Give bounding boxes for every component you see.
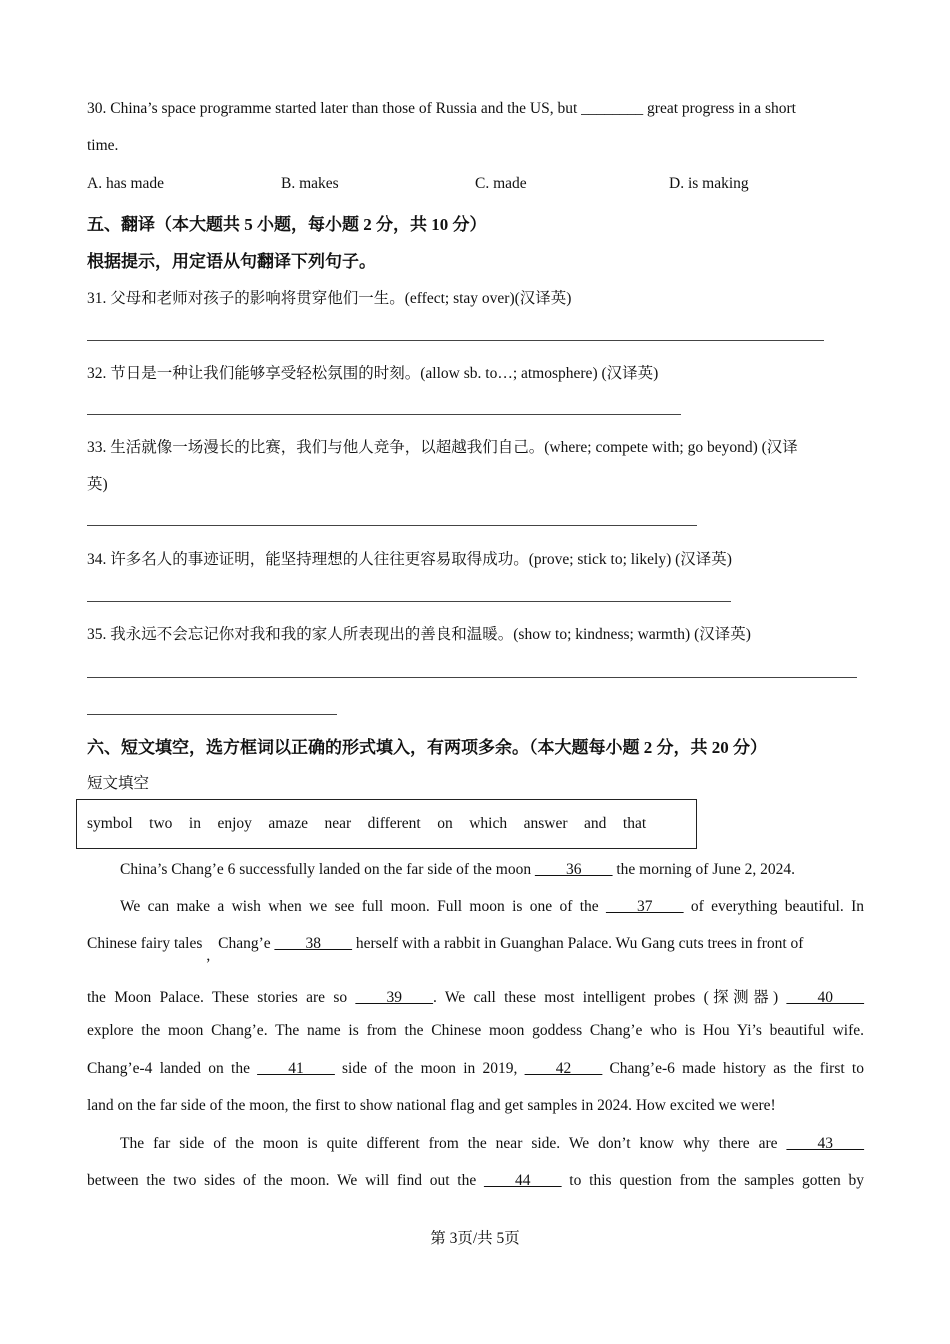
blank-37[interactable]: ____37____ [606, 898, 684, 915]
word-bank-item: amaze [268, 815, 308, 832]
blank-36[interactable]: ____36____ [534, 861, 613, 878]
q35-answer-line-2[interactable] [87, 714, 337, 715]
passage-text: herself with a rabbit in Guanghan Palace. Wu Gang cuts trees in front of [352, 935, 804, 952]
word-bank-item: two [149, 815, 173, 832]
q30-line2: time. [87, 137, 119, 154]
q30-line1: 30. China’s space programme started later than those of Russia and the US, but ________ great progress in a short [87, 100, 796, 117]
word-bank-item: which [469, 815, 508, 832]
word-bank-item: different [367, 815, 421, 832]
passage-text: the Moon Palace. These stories are so [87, 989, 356, 1006]
passage-line [87, 985, 864, 1007]
passage-text: of everything beautiful. In [683, 898, 864, 915]
passage-line: land on the far side of the moon, the first to show national flag and get samples in 2024. How excited we were! [87, 1097, 776, 1114]
blank-44[interactable]: ____44____ [484, 1172, 562, 1189]
q34-prompt: 34. 许多名人的事迹证明，能坚持理想的人往往更容易取得成功。(prove; stick to; likely) (汉译英) [87, 551, 732, 568]
q31-answer-line[interactable] [87, 340, 824, 341]
passage-text: The far side of the moon is quite different from the near side. We don’t know why there are [120, 1135, 787, 1152]
section6-subtitle: 短文填空 [87, 775, 150, 792]
section5-instruction: 根据提示，用定语从句翻译下列句子。 [87, 252, 376, 271]
word-bank-item: symbol [87, 815, 133, 832]
blank-39[interactable]: ____39____ [355, 989, 433, 1006]
passage-text: the morning of June 2, 2024. [612, 861, 796, 878]
q30-option-b: B. makes [281, 175, 339, 192]
passage-line [120, 861, 795, 879]
passage-line: explore the moon Chang’e. The name is from the Chinese moon goddess Chang’e who is Hou Yi’s beautiful wife. [87, 1022, 864, 1039]
q30-option-a: A. has made [87, 175, 165, 192]
word-bank-item: that [622, 815, 647, 832]
passage-line [87, 1172, 864, 1190]
passage-text: to this question from the samples gotten by [561, 1172, 864, 1189]
word-bank-item: enjoy [217, 815, 252, 832]
word-bank-item: near [324, 815, 352, 832]
passage-text: Chang’e [214, 935, 275, 952]
blank-38[interactable]: ____38____ [274, 935, 352, 952]
blank-41[interactable]: ____41____ [257, 1060, 335, 1077]
passage-text: . We call these most intelligent probes (探测器) [432, 989, 787, 1006]
q32-answer-line[interactable] [87, 414, 681, 415]
word-bank-item: answer [523, 815, 568, 832]
section6-title: 六、短文填空，选方框词以正确的形式填入，有两项多余。（本大题每小题 2 分，共 20 分） [87, 738, 767, 757]
q32-prompt: 32. 节日是一种让我们能够享受轻松氛围的时刻。(allow sb. to…; atmosphere) (汉译英) [87, 365, 659, 382]
passage-text: China’s Chang’e 6 successfully landed on the far side of the moon [120, 861, 535, 878]
passage-line [120, 1135, 864, 1153]
q33-prompt-line2: 英) [87, 476, 108, 493]
blank-42[interactable]: ____42____ [524, 1060, 603, 1077]
passage-text: Chinese fairy tales [87, 935, 203, 952]
passage-text: We can make a wish when we see full moon. Full moon is one of the [120, 898, 607, 915]
passage-line [120, 898, 864, 916]
word-bank-item: in [188, 815, 201, 832]
blank-40[interactable]: ____40____ [786, 989, 864, 1006]
q33-prompt-line1: 33. 生活就像一场漫长的比赛，我们与他人竞争，以超越我们自己。(where; compete with; go beyond) (汉译 [87, 439, 798, 456]
word-bank-box [76, 799, 697, 849]
passage-line [87, 1060, 864, 1078]
passage-text: Chang’e-6 made history as the first to [602, 1060, 864, 1077]
q35-prompt: 35. 我永远不会忘记你对我和我的家人所表现出的善良和温暖。(show to; kindness; warmth) (汉译英) [87, 626, 751, 643]
word-bank-item: on [437, 815, 453, 832]
q30-option-c: C. made [475, 175, 527, 192]
q33-answer-line[interactable] [87, 525, 697, 526]
passage-text: side of the moon in 2019, [334, 1060, 525, 1077]
q31-prompt: 31. 父母和老师对孩子的影响将贯穿他们一生。(effect; stay over)(汉译英) [87, 290, 572, 307]
passage-text: Chang’e-4 landed on the [87, 1060, 258, 1077]
page-number: 第 3页/共 5页 [430, 1230, 520, 1247]
passage-comma: , [206, 947, 211, 964]
blank-43[interactable]: ____43____ [786, 1135, 864, 1152]
passage-text: between the two sides of the moon. We will find out the [87, 1172, 485, 1189]
q35-answer-line-1[interactable] [87, 677, 857, 678]
passage-line [87, 935, 804, 964]
q34-answer-line[interactable] [87, 601, 731, 602]
word-bank-item: and [584, 815, 607, 832]
q30-option-d: D. is making [669, 175, 749, 192]
section5-title: 五、翻译（本大题共 5 小题，每小题 2 分，共 10 分） [87, 215, 487, 234]
